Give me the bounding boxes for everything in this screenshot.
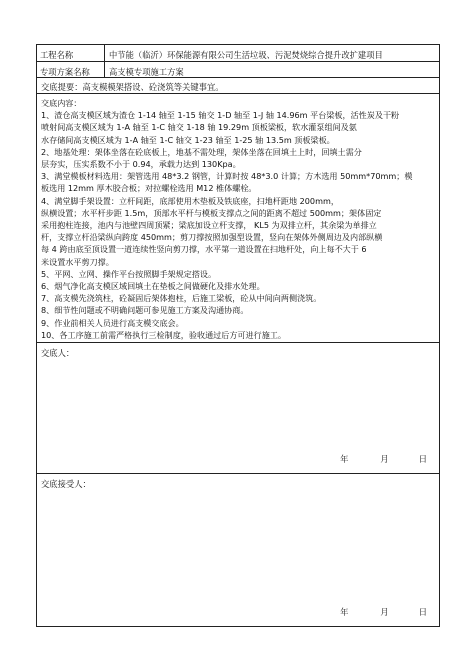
content-line: 水存储间高支模区域为 1-A 轴至 1-C 轴交 1-23 轴至 1-25 轴 13.5m 顶板梁板。 [41, 134, 335, 145]
receiver-day: 日 [418, 607, 427, 617]
project-label: 工程名称 [37, 45, 105, 61]
project-row [37, 45, 439, 62]
content-line: 6、烟气净化高支模区域回填土在垫板之间做硬化及排水处理。 [41, 281, 265, 292]
discloser-month: 月 [380, 454, 389, 464]
summary-row [37, 78, 439, 94]
content-line: 板选用 12mm 厚木胶合板；对拉螺栓选用 M12 椎体螺栓。 [41, 183, 257, 194]
discloser-label: 交底人： [41, 348, 75, 358]
content-line: 层夯实，压实系数不小于 0.94，承载力达到 130Kpa。 [41, 159, 241, 170]
content-line: 每 4 跨由底至顶设置一道连续性竖向剪刀撑，水平第一道设置在扫地杆处，向上每不大于 6 [41, 244, 367, 255]
content-line: 9、作业前相关人员进行高支模交底会。 [41, 317, 184, 328]
content-line: 2、地基处理：架体坐落在砼底板上，地基不需处理，架体坐落在回填土上时，回填土需分 [41, 146, 362, 157]
disclosure-content [37, 94, 439, 343]
content-line: 4、满堂脚手架设置：立杆间距，底部使用木垫板及铁底座，扫地杆距地 200mm， [41, 195, 339, 206]
content-line: 喷射间高支模区域为 1-A 轴至 1-C 轴交 1-18 轴 19.29m 顶板梁板，软水灌泵组间及氨 [41, 122, 357, 133]
discloser-year: 年 [340, 454, 349, 464]
content-line: 杆，支撑立杆沿梁纵向跨度 450mm；剪刀撑按照加强型设置，竖向在架体外侧周边及内部纵横 [41, 232, 383, 243]
content-line: 3、满堂模板材料选用：架管选用 48*3.2 钢管，计算时按 48*3.0 计算；方木选用 50mm*70mm；模 [41, 171, 413, 182]
discloser-day: 日 [418, 454, 427, 464]
content-line: 7、高支模先浇筑柱，砼凝固后架体抱柱，后施工梁板，砼从中间向两侧浇筑。 [41, 293, 322, 304]
disclosure-form [36, 44, 440, 627]
content-title: 交底内容： [41, 98, 82, 108]
disclosure-summary: 交底提要：高支模模架搭设、砼浇筑等关键事宜。 [41, 82, 224, 92]
content-line: 8、细节性问题或不明确问题可参见施工方案及沟通协商。 [41, 305, 249, 316]
plan-label: 专项方案名称 [37, 62, 105, 77]
receiver-section [37, 474, 439, 626]
discloser-section [37, 343, 439, 474]
discloser-date [340, 453, 427, 465]
receiver-month: 月 [380, 607, 389, 617]
receiver-date [340, 606, 427, 618]
plan-row [37, 62, 439, 78]
receiver-year: 年 [340, 607, 349, 617]
content-line: 采用抱柱连接，池内与池壁四周顶紧；梁底加设立杆支撑， KL5 为双排立杆，其余梁为单排立 [41, 220, 377, 231]
content-line: 纵横设置；水平杆步距 1.5m，顶部水平杆与模板支撑点之间的距离不超过 500mm；架体固定 [41, 207, 382, 218]
content-line: 米设置水平剪刀撑。 [41, 256, 114, 267]
content-line: 1、渣仓高支模区域为渣仓 1-14 轴至 1-15 轴交 1-D 轴至 1-J 轴 14.96m 平台梁板，活性炭及干粉 [41, 110, 400, 121]
content-line: 5、平网、立网、操作平台按照脚手架规定搭设。 [41, 268, 217, 279]
content-line: 10、各工序施工前需严格执行三检制度，验收通过后方可进行施工。 [41, 329, 287, 340]
plan-value: 高支模专项施工方案 [109, 67, 184, 77]
receiver-label: 交底接受人： [41, 479, 91, 489]
project-value: 中节能（临沂）环保能源有限公司生活垃圾、污泥焚烧综合提升改扩建项目 [109, 50, 383, 60]
